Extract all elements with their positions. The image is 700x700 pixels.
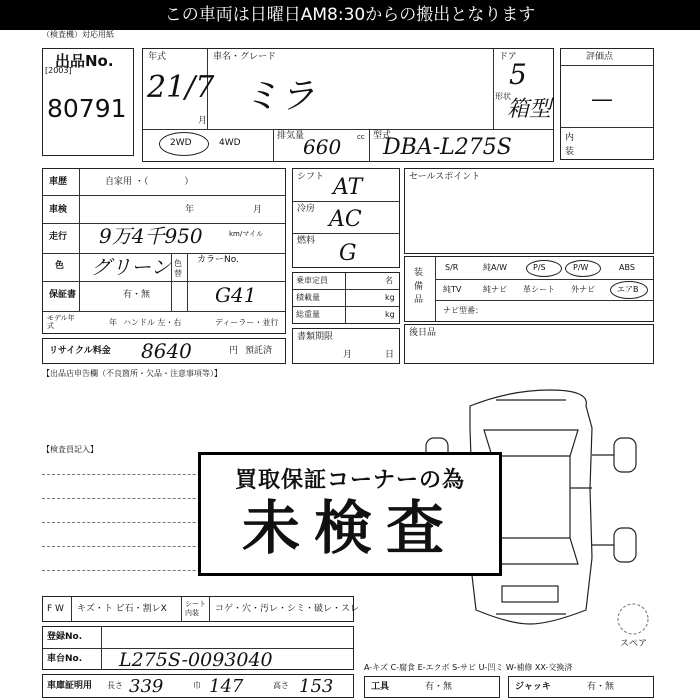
seller-notes-label: 【出品店申告欄（不良箇所・欠品・注意事項等）】 — [42, 369, 222, 378]
weight-unit: kg — [385, 310, 395, 319]
dealer-options: ディーラー・並行 — [215, 318, 279, 327]
year-label: 年式 — [148, 52, 167, 62]
aftermarket-label: 後日品 — [409, 328, 437, 338]
dimensions-box — [42, 674, 354, 698]
load-label: 積載量 — [296, 293, 320, 302]
width-value: 147 — [209, 676, 244, 697]
capacity-unit: 名 — [385, 276, 393, 285]
year-value: 21/7 — [147, 70, 215, 105]
weight-label: 総重量 — [296, 310, 320, 319]
lot-box — [42, 48, 134, 156]
registration-box — [42, 626, 354, 670]
equipment-label: 装備品 — [414, 268, 424, 305]
jack-label: ジャッキ — [515, 682, 551, 692]
fw-label: F W — [47, 604, 64, 614]
warranty-options: 有・無 — [123, 290, 151, 300]
height-label: 高さ — [273, 681, 289, 690]
equip-leather: 革シート — [523, 285, 555, 294]
jack-box — [508, 676, 654, 698]
interior-label: 内装 — [565, 133, 575, 158]
fw-box — [42, 596, 360, 622]
score-label: 評価点 — [586, 52, 614, 62]
recycle-label: リサイクル料金 — [49, 346, 111, 356]
equip-ext-navi: 外ナビ — [571, 285, 595, 294]
score-value: — — [591, 87, 613, 112]
equip-ps: P/S — [533, 263, 546, 272]
spare-label: スペア — [620, 639, 648, 649]
doors-value: 5 — [509, 58, 527, 91]
tools-box — [364, 676, 500, 698]
aircon-label: 冷房 — [297, 204, 316, 214]
drive-4wd: 4WD — [219, 138, 241, 148]
equipment-box — [404, 256, 654, 322]
color-label: 色 — [55, 261, 65, 271]
dimensions-label: 車庫証明用 — [47, 681, 93, 691]
doc-deadline-day: 日 — [385, 350, 395, 360]
capacity-box — [292, 272, 400, 324]
spec-box — [292, 168, 400, 268]
doc-deadline-month: 月 — [343, 350, 353, 360]
shape-label: 形状 — [495, 92, 511, 101]
tools-options: 有・無 — [425, 682, 453, 692]
equip-airbag: エアB — [617, 285, 639, 294]
equip-tv: 純TV — [443, 285, 462, 294]
width-label: 巾 — [193, 681, 201, 690]
recycle-unit: 円 — [229, 346, 239, 356]
sales-point-label: セールスポイント — [409, 172, 481, 182]
type-label: 型式 — [373, 131, 392, 141]
score-box — [560, 48, 654, 160]
equip-alloy: 純A/W — [483, 263, 508, 272]
history-value: 自家用 ・（ ） — [105, 177, 194, 187]
mileage-unit: km/マイル — [229, 230, 264, 238]
doc-deadline-label: 書類期限 — [297, 332, 334, 342]
displacement-unit: cc — [357, 133, 365, 141]
warranty-label: 保証書 — [49, 290, 77, 300]
length-label: 長さ — [107, 681, 123, 690]
shape-value: 箱型 — [507, 97, 552, 122]
lot-label: 出品No. — [55, 52, 114, 70]
fuel-value: G — [339, 241, 357, 266]
equip-navi-model: ナビ型番： — [443, 306, 483, 315]
fw-content: キズ・ト ビ石・割レX — [77, 604, 167, 614]
displacement-label: 排気量 — [277, 131, 305, 141]
year-month-unit: 月 — [198, 116, 208, 126]
inspection-label: 車検 — [49, 205, 68, 215]
recycle-box — [42, 338, 286, 364]
model-year-label: モデル年式 — [47, 314, 75, 330]
seat-label: シート内装 — [185, 600, 206, 618]
overlay-line2: 未検査 — [241, 494, 458, 562]
details-box — [42, 168, 286, 334]
color-code-label: カラーNo. — [197, 255, 239, 265]
lot-tag: [2003] — [45, 66, 72, 75]
model-year-unit: 年 — [109, 318, 117, 327]
length-value: 339 — [129, 676, 164, 697]
mileage-label: 走行 — [49, 232, 68, 242]
mileage-value: 9万4千950 — [99, 224, 203, 248]
capacity-label: 乗車定員 — [296, 276, 328, 285]
inspection-month: 月 — [253, 205, 263, 215]
vehicle-header-box — [142, 48, 554, 162]
type-value: DBA-L275S — [383, 135, 512, 160]
top-note: （検査機）対応用紙 — [42, 30, 114, 39]
fuel-label: 燃料 — [297, 236, 316, 246]
overlay-line1: 買取保証コーナーの為 — [234, 468, 465, 493]
shift-value: AT — [333, 175, 363, 200]
recycle-note: 預託済 — [245, 346, 273, 356]
sales-point-box — [404, 168, 654, 254]
color-change-label: 色替 — [174, 259, 182, 279]
handle-options: ハンドル 左・右 — [123, 318, 182, 327]
damage-legend: A-キズ C-腐食 E-エクボ S-サビ U-凹ミ W-補修 XX-交換済 — [364, 663, 573, 672]
load-unit: kg — [385, 293, 395, 302]
inspector-notes-label: 【検査員記入】 — [42, 445, 98, 454]
recycle-value: 8640 — [141, 339, 192, 363]
top-banner: この車両は日曜日AM8:30からの搬出となります — [0, 0, 700, 30]
aircon-value: AC — [329, 207, 362, 232]
color-code-value: G41 — [215, 283, 257, 307]
height-value: 153 — [299, 676, 334, 697]
chassis-label: 車台No. — [47, 654, 83, 664]
registration-label: 登録No. — [47, 632, 83, 642]
equip-abs: ABS — [619, 263, 635, 272]
color-value: グリーン — [91, 255, 171, 279]
seat-content: コゲ・穴・汚レ・シミ・破レ・スレ — [215, 604, 360, 614]
aftermarket-box — [404, 324, 654, 364]
chassis-value: L275S-0093040 — [119, 649, 273, 671]
doors-label: ドア — [499, 52, 517, 62]
equip-pw: P/W — [573, 263, 589, 272]
spare-tire-icon — [616, 602, 650, 636]
model-name-value: ミラ — [243, 76, 316, 117]
equip-navi: 純ナビ — [483, 285, 507, 294]
jack-options: 有・無 — [587, 682, 615, 692]
model-name-label: 車名・グレード — [213, 52, 277, 62]
drive-2wd: 2WD — [170, 138, 192, 148]
lot-number: 80791 — [47, 94, 127, 123]
history-label: 車歴 — [49, 177, 68, 187]
shift-label: シフト — [297, 172, 325, 182]
tools-label: 工具 — [371, 682, 390, 692]
overlay-stamp — [198, 452, 502, 576]
displacement-value: 660 — [303, 135, 342, 159]
doc-deadline-box — [292, 328, 400, 364]
inspection-year: 年 — [185, 205, 195, 215]
equip-sr: S/R — [445, 263, 459, 272]
